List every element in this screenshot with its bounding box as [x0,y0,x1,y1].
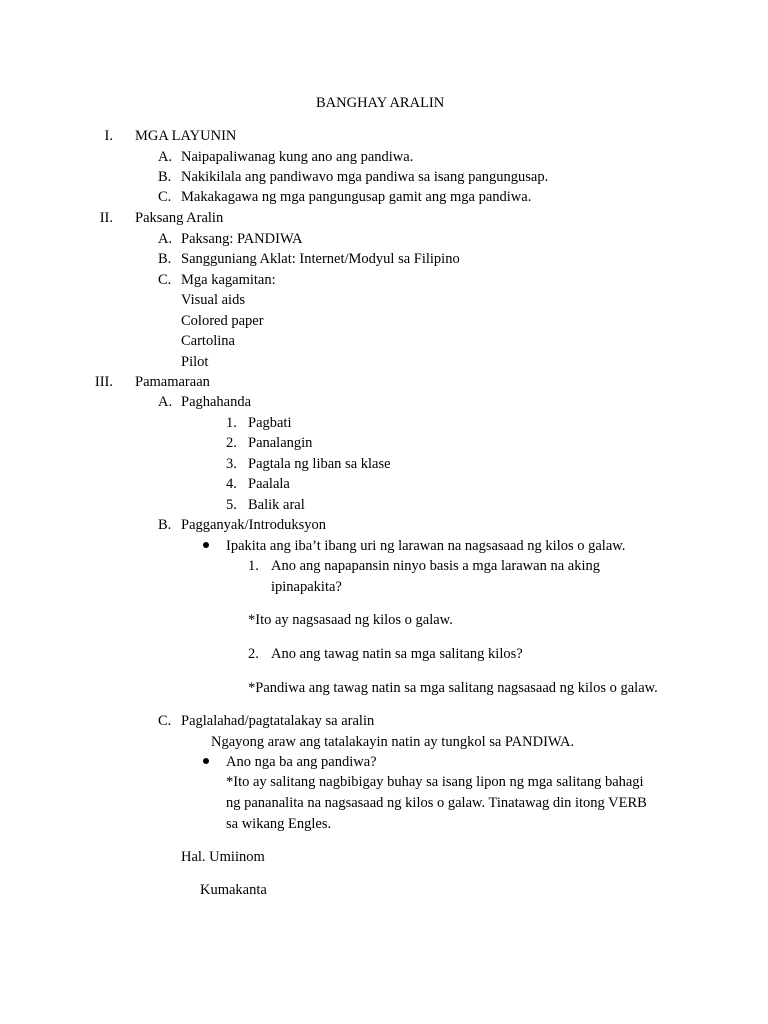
objective-b-mark: B. [158,169,172,185]
step-mark: 2. [226,435,237,451]
topic-b-text: Sangguniang Aklat: Internet/Modyul sa Filipino [181,251,460,267]
procedure-c-mark: C. [158,713,172,729]
step-mark: 3. [226,456,237,472]
section-2-heading: Paksang Aralin [135,210,224,226]
question-2-text: Ano ang tawag natin sa mga salitang kilos? [271,646,523,662]
discussion-bullet-text: Ano nga ba ang pandiwa? [226,754,377,770]
definition-line: *Ito ay salitang nagbibigay buhay sa isang lipon ng mga salitang bahagi [226,774,644,790]
bullet-icon [203,758,209,764]
procedure-b-text: Pagganyak/Introduksyon [181,517,326,533]
answer-2: *Pandiwa ang tawag natin sa mga salitang nagsasaad ng kilos o galaw. [248,680,658,696]
material-item: Cartolina [181,333,235,349]
step-mark: 5. [226,497,237,513]
section-3-number: III. [94,374,113,390]
example-item: Kumakanta [200,882,267,898]
step-text: Balik aral [248,497,305,513]
step-text: Pagtala ng liban sa klase [248,456,391,472]
procedure-a-mark: A. [158,394,173,410]
objective-b-text: Nakikilala ang pandiwavo mga pandiwa sa isang pangungusap. [181,169,549,185]
step-text: Panalangin [248,435,313,451]
answer-1: *Ito ay nagsasaad ng kilos o galaw. [248,612,453,628]
topic-c-text: Mga kagamitan: [181,272,276,288]
section-1-number: I. [104,128,113,144]
step-mark: 1. [226,415,237,431]
bullet-icon [203,542,209,548]
step-text: Pagbati [248,415,292,431]
definition-line: sa wikang Engles. [226,816,332,832]
example-label: Hal. Umiinom [181,849,265,865]
section-1-heading: MGA LAYUNIN [135,128,237,144]
objective-c-mark: C. [158,189,172,205]
step-mark: 4. [226,476,237,492]
question-1-line-2: ipinapakita? [271,579,342,595]
section-3-heading: Pamamaraan [135,374,210,390]
question-1-mark: 1. [248,558,259,574]
topic-a-text: Paksang: PANDIWA [181,231,303,247]
objective-a-mark: A. [158,149,173,165]
document-title: BANGHAY ARALIN [316,95,445,111]
section-2-number: II. [99,210,113,226]
topic-a-mark: A. [158,231,173,247]
step-text: Paalala [248,476,290,492]
objective-c-text: Makakagawa ng mga pangungusap gamit ang mga pandiwa. [181,189,532,205]
topic-c-mark: C. [158,272,172,288]
material-item: Visual aids [181,292,245,308]
procedure-c-text: Paglalahad/pagtatalakay sa aralin [181,713,375,729]
motivation-bullet-text: Ipakita ang iba’t ibang uri ng larawan na nagsasaad ng kilos o galaw. [226,538,626,554]
topic-b-mark: B. [158,251,172,267]
discussion-intro: Ngayong araw ang tatalakayin natin ay tungkol sa PANDIWA. [211,734,575,750]
definition-line: ng pananalita na nagsasaad ng kilos o galaw. Tinatawag din itong VERB [226,795,647,811]
procedure-a-text: Paghahanda [181,394,252,410]
procedure-b-mark: B. [158,517,172,533]
material-item: Pilot [181,354,209,370]
objective-a-text: Naipapaliwanag kung ano ang pandiwa. [181,149,414,165]
question-1-line-1: Ano ang napapansin ninyo basis a mga larawan na aking [271,558,600,574]
material-item: Colored paper [181,313,264,329]
question-2-mark: 2. [248,646,259,662]
